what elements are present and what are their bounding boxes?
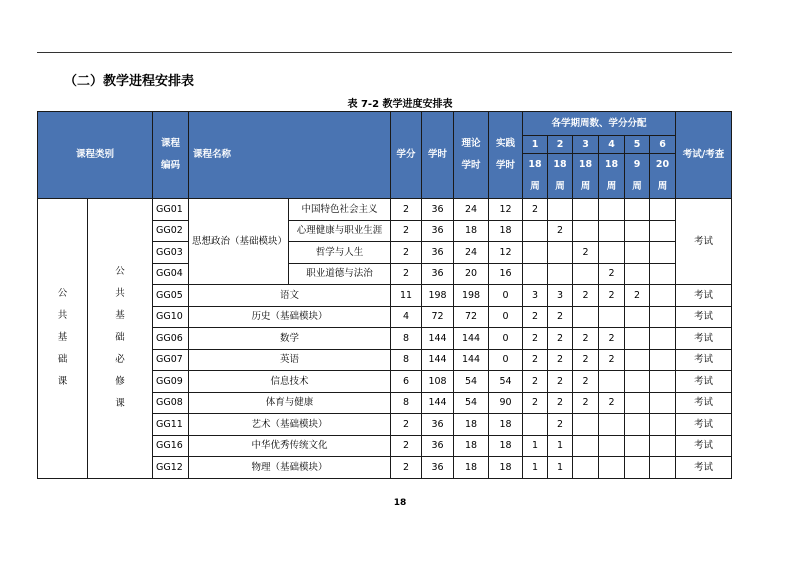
semester-number: 6 [650, 136, 676, 154]
semester-credit: 2 [523, 392, 548, 414]
header-exam: 考试/考查 [676, 112, 732, 199]
semester-credit [573, 306, 599, 328]
credit: 4 [391, 306, 422, 328]
course-code: GG03 [153, 242, 189, 264]
hours: 36 [422, 435, 454, 457]
semester-credit [573, 414, 599, 436]
semester-credit: 2 [523, 306, 548, 328]
semester-credit [650, 435, 676, 457]
theory-hours: 144 [454, 328, 489, 350]
course-code: GG02 [153, 220, 189, 242]
course-name: 中华优秀传统文化 [189, 435, 391, 457]
practice-hours: 0 [489, 349, 523, 371]
course-name: 语文 [189, 285, 391, 307]
practice-hours: 0 [489, 306, 523, 328]
semester-credit: 2 [548, 328, 573, 350]
theory-hours: 144 [454, 349, 489, 371]
theory-hours: 24 [454, 199, 489, 221]
semester-credit [650, 371, 676, 393]
course-code: GG12 [153, 457, 189, 479]
semester-credit: 2 [548, 392, 573, 414]
course-code: GG11 [153, 414, 189, 436]
semester-weeks: 18 周 [523, 154, 548, 199]
practice-hours: 12 [489, 199, 523, 221]
semester-number: 2 [548, 136, 573, 154]
semester-credit: 2 [523, 349, 548, 371]
semester-weeks: 20 周 [650, 154, 676, 199]
credit: 2 [391, 414, 422, 436]
credit: 2 [391, 220, 422, 242]
theory-hours: 18 [454, 414, 489, 436]
exam-type: 考试 [676, 435, 732, 457]
semester-credit: 2 [599, 392, 625, 414]
section-title: （二）教学进程安排表 [64, 74, 195, 89]
semester-credit [599, 199, 625, 221]
course-name: 数学 [189, 328, 391, 350]
category-inner [88, 199, 153, 479]
hours: 36 [422, 242, 454, 264]
header-rule [37, 52, 732, 53]
category-inner-label: 公共基础必修课 [115, 266, 125, 410]
hours: 72 [422, 306, 454, 328]
semester-number: 4 [599, 136, 625, 154]
header-category: 课程类别 [38, 112, 153, 199]
semester-credit [599, 242, 625, 264]
credit: 2 [391, 242, 422, 264]
course-code: GG16 [153, 435, 189, 457]
exam-type: 考试 [676, 392, 732, 414]
practice-hours: 16 [489, 263, 523, 285]
semester-credit: 2 [573, 242, 599, 264]
theory-hours: 54 [454, 392, 489, 414]
module-name: 思想政治（基础模块） [189, 199, 289, 285]
semester-credit [548, 263, 573, 285]
course-name: 英语 [189, 349, 391, 371]
practice-hours: 12 [489, 242, 523, 264]
practice-hours: 90 [489, 392, 523, 414]
hours: 108 [422, 371, 454, 393]
semester-credit [548, 242, 573, 264]
semester-credit: 2 [523, 199, 548, 221]
header-code: 课程 编码 [153, 112, 189, 199]
semester-weeks: 18 周 [573, 154, 599, 199]
hours: 144 [422, 328, 454, 350]
theory-hours: 198 [454, 285, 489, 307]
semester-credit [650, 285, 676, 307]
semester-credit [599, 371, 625, 393]
semester-credit [599, 457, 625, 479]
semester-credit [573, 435, 599, 457]
semester-credit [625, 306, 650, 328]
semester-credit: 2 [523, 328, 548, 350]
theory-hours: 20 [454, 263, 489, 285]
theory-hours: 72 [454, 306, 489, 328]
table-body [38, 199, 732, 479]
exam-type: 考试 [676, 199, 732, 285]
semester-credit [548, 199, 573, 221]
semester-credit: 2 [573, 392, 599, 414]
course-code: GG06 [153, 328, 189, 350]
semester-credit [625, 220, 650, 242]
semester-credit [625, 263, 650, 285]
semester-credit: 3 [548, 285, 573, 307]
semester-credit: 2 [548, 220, 573, 242]
semester-credit [625, 349, 650, 371]
semester-credit [523, 263, 548, 285]
credit: 8 [391, 328, 422, 350]
course-code: GG05 [153, 285, 189, 307]
semester-credit: 3 [523, 285, 548, 307]
semester-credit [625, 328, 650, 350]
schedule-table [37, 111, 732, 479]
semester-credit: 2 [523, 371, 548, 393]
semester-number: 3 [573, 136, 599, 154]
course-name: 心理健康与职业生涯 [289, 220, 391, 242]
semester-credit: 1 [523, 457, 548, 479]
semester-credit: 2 [548, 371, 573, 393]
semester-credit [599, 306, 625, 328]
semester-credit [650, 349, 676, 371]
course-code: GG08 [153, 392, 189, 414]
credit: 6 [391, 371, 422, 393]
semester-credit [523, 414, 548, 436]
semester-weeks: 9 周 [625, 154, 650, 199]
header-credit: 学分 [391, 112, 422, 199]
semester-credit: 2 [548, 306, 573, 328]
credit: 2 [391, 435, 422, 457]
semester-credit [650, 392, 676, 414]
semester-credit [625, 371, 650, 393]
hours: 36 [422, 199, 454, 221]
course-name: 信息技术 [189, 371, 391, 393]
semester-credit [599, 414, 625, 436]
semester-number: 5 [625, 136, 650, 154]
course-code: GG01 [153, 199, 189, 221]
semester-credit [573, 199, 599, 221]
semester-credit: 2 [625, 285, 650, 307]
page-number: 18 [393, 498, 407, 508]
exam-type: 考试 [676, 371, 732, 393]
semester-credit [650, 242, 676, 264]
semester-credit: 2 [573, 285, 599, 307]
header-course-name: 课程名称 [189, 112, 391, 199]
exam-type: 考试 [676, 328, 732, 350]
semester-credit [625, 414, 650, 436]
semester-credit: 1 [548, 457, 573, 479]
table-caption: 表 7-2 教学进度安排表 [347, 99, 453, 110]
credit: 8 [391, 392, 422, 414]
theory-hours: 24 [454, 242, 489, 264]
semester-credit [650, 220, 676, 242]
credit: 11 [391, 285, 422, 307]
course-name: 体育与健康 [189, 392, 391, 414]
semester-credit [523, 220, 548, 242]
header-hours: 学时 [422, 112, 454, 199]
semester-credit [523, 242, 548, 264]
course-name: 中国特色社会主义 [289, 199, 391, 221]
semester-credit: 2 [573, 371, 599, 393]
theory-hours: 18 [454, 457, 489, 479]
semester-number: 1 [523, 136, 548, 154]
semester-credit: 2 [599, 263, 625, 285]
semester-credit [625, 435, 650, 457]
theory-hours: 54 [454, 371, 489, 393]
practice-hours: 0 [489, 285, 523, 307]
practice-hours: 18 [489, 414, 523, 436]
exam-type: 考试 [676, 457, 732, 479]
semester-credit [625, 199, 650, 221]
hours: 36 [422, 220, 454, 242]
practice-hours: 54 [489, 371, 523, 393]
semester-credit [650, 263, 676, 285]
exam-type: 考试 [676, 414, 732, 436]
hours: 36 [422, 457, 454, 479]
header-theory-hours: 理论 学时 [454, 112, 489, 199]
practice-hours: 0 [489, 328, 523, 350]
semester-credit [573, 263, 599, 285]
hours: 144 [422, 349, 454, 371]
practice-hours: 18 [489, 435, 523, 457]
credit: 2 [391, 263, 422, 285]
semester-weeks: 18 周 [548, 154, 573, 199]
semester-credit [650, 414, 676, 436]
theory-hours: 18 [454, 435, 489, 457]
hours: 198 [422, 285, 454, 307]
semester-credit: 2 [573, 328, 599, 350]
exam-type: 考试 [676, 285, 732, 307]
semester-credit: 1 [548, 435, 573, 457]
semester-credit: 1 [523, 435, 548, 457]
practice-hours: 18 [489, 457, 523, 479]
semester-credit [625, 457, 650, 479]
semester-credit [650, 199, 676, 221]
credit: 2 [391, 457, 422, 479]
course-name: 职业道德与法治 [289, 263, 391, 285]
header-semesters: 各学期周数、学分分配 [523, 112, 676, 136]
category-outer-label: 公共基础课 [57, 288, 68, 388]
theory-hours: 18 [454, 220, 489, 242]
course-name: 物理（基础模块） [189, 457, 391, 479]
exam-type: 考试 [676, 349, 732, 371]
semester-credit [625, 392, 650, 414]
course-code: GG09 [153, 371, 189, 393]
semester-credit: 2 [599, 285, 625, 307]
credit: 2 [391, 199, 422, 221]
course-code: GG04 [153, 263, 189, 285]
semester-credit [650, 328, 676, 350]
semester-credit [599, 435, 625, 457]
semester-credit: 2 [599, 328, 625, 350]
semester-credit [573, 220, 599, 242]
hours: 144 [422, 392, 454, 414]
page-bottom-area [0, 482, 800, 565]
table-row [38, 199, 732, 221]
semester-credit: 2 [599, 349, 625, 371]
semester-credit [650, 457, 676, 479]
semester-credit: 2 [548, 349, 573, 371]
semester-credit [573, 457, 599, 479]
category-outer [38, 199, 88, 479]
exam-type: 考试 [676, 306, 732, 328]
course-name: 哲学与人生 [289, 242, 391, 264]
semester-credit [625, 242, 650, 264]
hours: 36 [422, 414, 454, 436]
course-code: GG10 [153, 306, 189, 328]
practice-hours: 18 [489, 220, 523, 242]
credit: 8 [391, 349, 422, 371]
semester-weeks: 18 周 [599, 154, 625, 199]
semester-credit [599, 220, 625, 242]
semester-credit [650, 306, 676, 328]
course-name: 历史（基础模块） [189, 306, 391, 328]
hours: 36 [422, 263, 454, 285]
course-code: GG07 [153, 349, 189, 371]
course-name: 艺术（基础模块） [189, 414, 391, 436]
header-practice-hours: 实践 学时 [489, 112, 523, 199]
semester-credit: 2 [573, 349, 599, 371]
semester-credit: 2 [548, 414, 573, 436]
